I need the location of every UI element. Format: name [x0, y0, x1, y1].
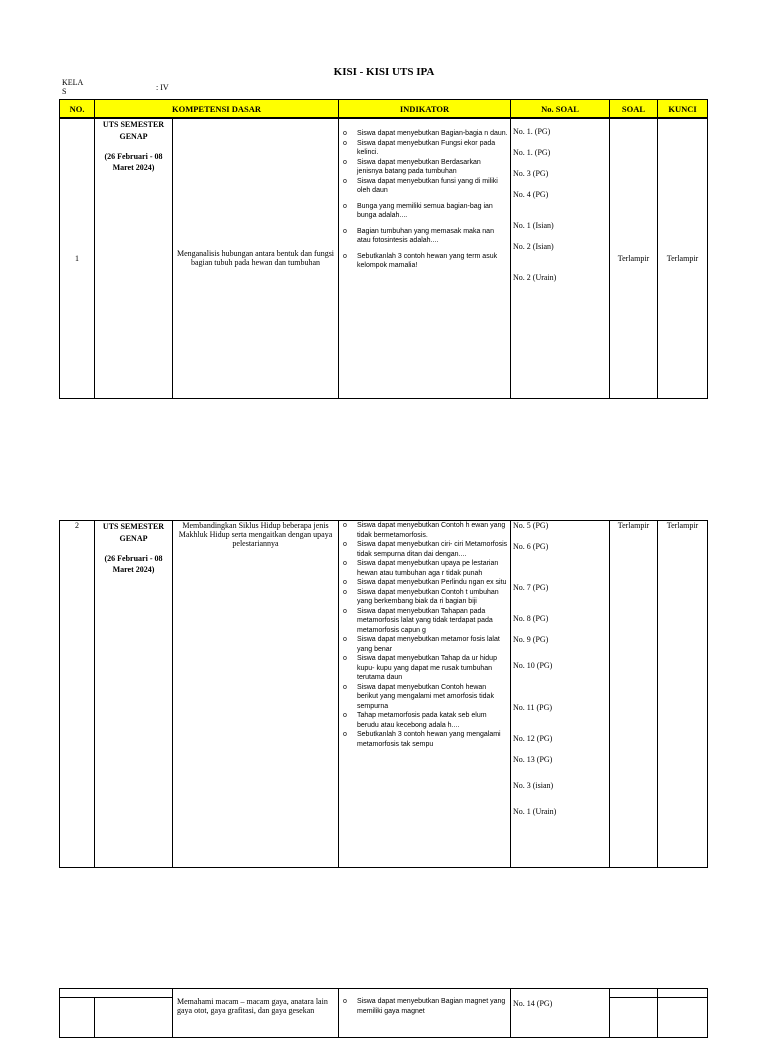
no-soal-cell: [511, 521, 610, 868]
soal-cell: Terlampir: [610, 118, 658, 398]
soal-number: No. 14 (PG): [513, 999, 553, 1008]
soal-number: No. 6 (PG): [513, 542, 549, 551]
indikator-cell: [339, 989, 511, 1038]
soal-number: No. 2 (Urain): [513, 273, 557, 282]
indicator-item: o Siswa dapat menyebutkan Tahapan pada metamorfosis lalat yang tidak terdapat pada metamorfosis capun g: [357, 607, 508, 636]
indicator-item: o Siswa dapat menyebutkan Contoh h ewan yang tidak bermetamorfosis.: [357, 521, 508, 540]
kelas-value: : IV: [156, 83, 169, 92]
table-row: [60, 521, 708, 868]
indicator-item: o Siswa dapat menyebutkan Tahap da ur hidup kupu- kupu yang dapat me rusak tumbuhan terutama daun: [357, 654, 508, 683]
indikator-cell: [339, 118, 511, 398]
header-kompetensi-dasar: KOMPETENSI DASAR: [95, 100, 339, 119]
kisi-table-2: [59, 520, 708, 868]
empty-cell: [60, 998, 95, 1038]
kunci-cell: Terlampir: [658, 521, 708, 868]
soal-number: No. 7 (PG): [513, 583, 549, 592]
empty-cell: [95, 998, 173, 1038]
soal-number: No. 2 (Isian): [513, 242, 554, 251]
soal-number: No. 1. (PG): [513, 127, 551, 136]
semester-dates: (26 Februari - 08 Maret 2024): [104, 554, 163, 574]
soal-cell: Terlampir: [610, 521, 658, 868]
soal-number: No. 8 (PG): [513, 614, 549, 623]
table-row: [60, 989, 708, 998]
soal-number: No. 4 (PG): [513, 190, 549, 199]
indicator-item: o Bagian tumbuhan yang memasak maka nan atau fotosintesis adalah....: [357, 227, 508, 246]
indicator-item: o Siswa dapat menyebutkan Berdasarkan jenisnya batang pada tumbuhan: [357, 158, 508, 177]
indicator-item: o Siswa dapat menyebutkan metamor fosis lalat yang benar: [357, 635, 508, 654]
semester-cell: [95, 521, 173, 868]
empty-cell: [60, 989, 173, 998]
header-indikator: INDIKATOR: [339, 100, 511, 119]
indicator-item: o Bunga yang memiliki semua bagian-bag ian bunga adalah....: [357, 202, 508, 221]
kisi-table-3: [59, 988, 708, 1038]
indicator-item: o Tahap metamorfosis pada katak seb elum berudu atau kecebong adala h....: [357, 711, 508, 730]
semester-cell: [95, 118, 173, 398]
empty-cell: [610, 998, 658, 1038]
soal-number: No. 11 (PG): [513, 703, 553, 712]
empty-cell: [658, 989, 708, 998]
empty-cell: [610, 989, 658, 998]
indicator-item: o Siswa dapat menyebutkan ciri- ciri Metamorfosis tidak sempurna ditan dai dengan....: [357, 540, 508, 559]
soal-number: No. 13 (PG): [513, 755, 553, 764]
soal-number: No. 1. (PG): [513, 148, 551, 157]
indicator-item: o Siswa dapat menyebutkan Fungsi ekor pada kelinci.: [357, 139, 508, 158]
indicator-item: o Siswa dapat menyebutkan Contoh hewan berikut yang mengalami met amorfosis tidak sempurna: [357, 683, 508, 712]
kunci-cell: Terlampir: [658, 118, 708, 398]
no-soal-cell: [511, 989, 610, 1038]
header-kunci: KUNCI: [658, 100, 708, 119]
soal-number: No. 10 (PG): [513, 661, 553, 670]
soal-number: No. 1 (Isian): [513, 221, 554, 230]
row-number: 2: [60, 521, 95, 868]
semester-dates: (26 Februari - 08 Maret 2024): [104, 152, 163, 172]
header-soal: SOAL: [610, 100, 658, 119]
indicator-item: o Sebutkanlah 3 contoh hewan yang term asuk kelompok mamalia!: [357, 252, 508, 271]
soal-number: No. 3 (PG): [513, 169, 549, 178]
header-no-soal: No. SOAL: [511, 100, 610, 119]
kompetensi-dasar-cell: Menganalisis hubungan antara bentuk dan fungsi bagian tubuh pada hewan dan tumbuhan: [173, 118, 339, 398]
indikator-cell: [339, 521, 511, 868]
soal-number: No. 3 (isian): [513, 781, 554, 790]
soal-number: No. 9 (PG): [513, 635, 549, 644]
table-header-row: [60, 100, 708, 119]
indicator-item: o Siswa dapat menyebutkan Bagian-bagia n daun.: [357, 129, 508, 139]
soal-number: No. 5 (PG): [513, 521, 549, 530]
indicator-item: o Siswa dapat menyebutkan Bagian magnet yang memiliki gaya magnet: [357, 997, 508, 1016]
indicator-item: o Siswa dapat menyebutkan upaya pe lestarian hewan atau tumbuhan aga r tidak punah: [357, 559, 508, 578]
kisi-table-1: [59, 99, 708, 399]
header-no: NO.: [60, 100, 95, 119]
semester-label: UTS SEMESTER GENAP: [102, 522, 165, 543]
semester-label: UTS SEMESTER GENAP: [102, 120, 165, 141]
page-title: KISI - KISI UTS IPA: [333, 66, 435, 78]
indicator-item: o Sebutkanlah 3 contoh hewan yang mengalami metamorfosis tak sempu: [357, 730, 508, 749]
row-number: 1: [60, 118, 95, 398]
indicator-item: o Siswa dapat menyebutkan Contoh t umbuhan yang berkembang biak da ri bagian biji: [357, 588, 508, 607]
indicator-item: o Siswa dapat menyebutkan Perlindu ngan ex situ: [357, 578, 508, 588]
no-soal-cell: [511, 118, 610, 398]
indicator-item: o Siswa dapat menyebutkan funsi yang di miliki oleh daun: [357, 177, 508, 196]
empty-cell: [658, 998, 708, 1038]
kelas-label: KELA S: [62, 78, 84, 96]
table-row: [60, 118, 708, 398]
soal-number: No. 12 (PG): [513, 734, 553, 743]
kompetensi-dasar-cell: Membandingkan Siklus Hidup beberapa jenis Makhluk Hidup serta mengaitkan dengan upaya pelestariannya: [173, 521, 339, 868]
soal-number: No. 1 (Urain): [513, 807, 557, 816]
kompetensi-dasar-cell: Memahami macam – macam gaya, anatara lain gaya otot, gaya grafitasi, dan gaya gesekan: [173, 989, 339, 1038]
